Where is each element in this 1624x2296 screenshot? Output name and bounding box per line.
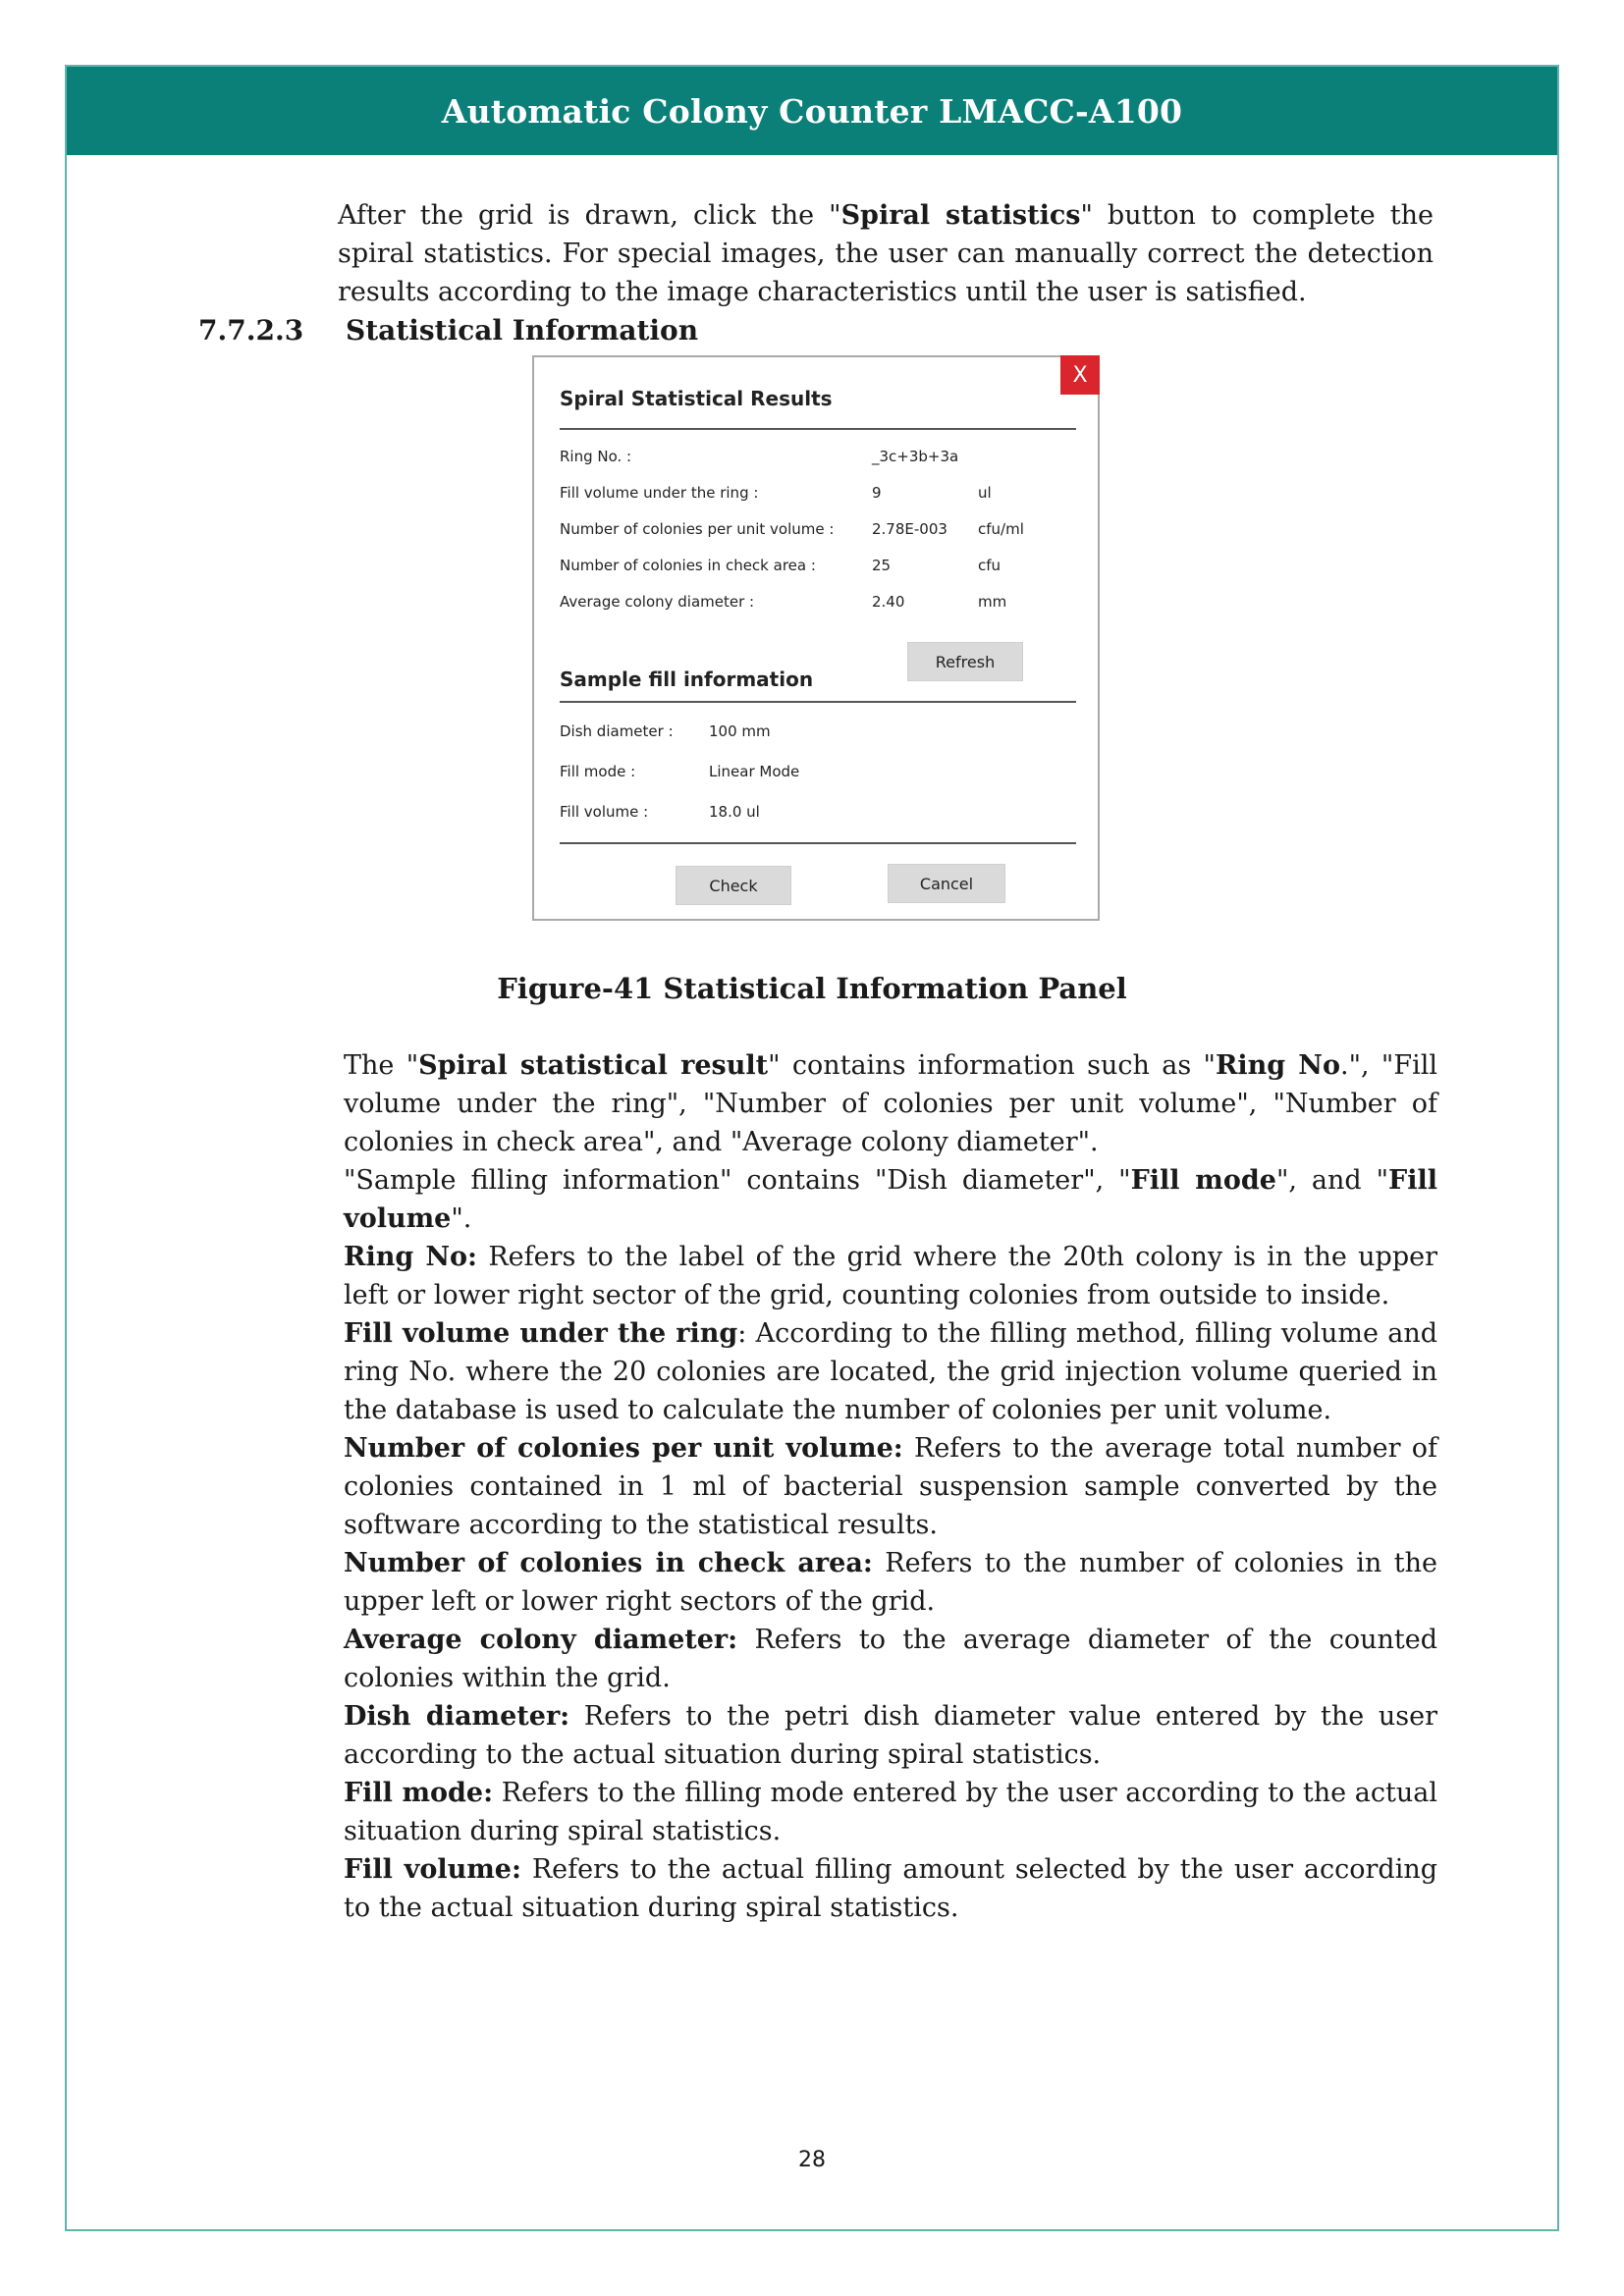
definition-term: Ring No: <box>344 1242 477 1272</box>
figure-caption: Figure-41 Statistical Information Panel <box>497 972 1127 1005</box>
section-title: Statistical Information <box>346 314 699 347</box>
definition-term: Fill volume under the ring <box>344 1318 738 1349</box>
result-label: Number of colonies in check area : <box>560 557 816 574</box>
body-paragraph-results <box>344 1046 1437 1161</box>
cancel-button[interactable]: Cancel <box>888 864 1005 903</box>
header-title: Automatic Colony Counter LMACC-A100 <box>441 91 1183 131</box>
fill-row-dish-diameter <box>560 722 1090 742</box>
fill-row-fill-mode <box>560 763 1090 782</box>
definition-colonies-per-volume <box>344 1429 1437 1544</box>
result-value: 2.40 <box>872 593 905 611</box>
definition-term: Fill volume: <box>344 1854 521 1885</box>
results-divider <box>560 428 1076 430</box>
result-label: Fill volume under the ring : <box>560 484 759 502</box>
body-text <box>344 1046 1437 1927</box>
result-row-ring-no <box>560 448 1090 467</box>
result-value: 9 <box>872 484 882 502</box>
bold-text: Ring No <box>1215 1050 1340 1081</box>
header-bar <box>67 67 1557 155</box>
definition-fill-volume-under-ring <box>344 1314 1437 1429</box>
bold-text: Spiral statistical result <box>418 1050 769 1081</box>
result-unit: ul <box>978 484 992 502</box>
fill-value: 18.0 ul <box>709 803 760 821</box>
result-label: Average colony diameter : <box>560 593 755 611</box>
fill-label: Fill volume : <box>560 803 649 821</box>
definition-text: Refers to the petri dish diameter value entered by the user according to the actual situation during spiral statistics. <box>344 1701 1437 1770</box>
text: The " <box>344 1050 419 1081</box>
text: ", and " <box>1275 1165 1389 1196</box>
result-row-fill-volume <box>560 484 1090 504</box>
result-value: 2.78E-003 <box>872 520 947 538</box>
text: "Sample filling information" contains "Dish diameter", " <box>344 1165 1131 1196</box>
definition-term: Fill mode: <box>344 1778 494 1808</box>
close-button[interactable] <box>1060 355 1100 395</box>
fill-value: 100 mm <box>709 722 771 740</box>
definition-text: : According to the filling method, filling volume and ring No. where the 20 colonies are located, the grid injection volume queried in the database is used to calculate the number of colonies per unit volume. <box>344 1318 1437 1425</box>
definition-text: Refers to the average diameter of the counted colonies within the grid. <box>344 1625 1437 1693</box>
definition-text: Refers to the actual filling amount selected by the user according to the actual situation during spiral statistics. <box>344 1854 1437 1923</box>
intro-text-2: " button to complete the spiral statistics. For special images, the user can manually correct the detection results according to the image characteristics until the user is satisfied. <box>338 200 1435 307</box>
fill-label: Fill mode : <box>560 763 636 780</box>
result-label: Ring No. : <box>560 448 632 465</box>
section-heading <box>198 314 698 347</box>
result-value: 25 <box>872 557 892 574</box>
definition-ring-no <box>344 1238 1437 1314</box>
definition-fill-mode <box>344 1774 1437 1850</box>
definition-term: Number of colonies in check area: <box>344 1548 873 1578</box>
intro-bold-spiral-statistics: Spiral statistics <box>840 200 1081 231</box>
fill-info-divider <box>560 701 1076 703</box>
result-label: Number of colonies per unit volume : <box>560 520 835 538</box>
result-row-average-diameter <box>560 593 1090 613</box>
bottom-divider <box>560 842 1076 844</box>
page-number: 28 <box>798 2148 826 2172</box>
section-number: 7.7.2.3 <box>198 314 304 347</box>
result-unit: cfu <box>978 557 1001 574</box>
text: ". <box>451 1203 472 1234</box>
definition-term: Average colony diameter: <box>344 1625 738 1655</box>
definition-text: Refers to the label of the grid where the 20th colony is in the upper left or lower right sector of the grid, counting colonies from outside to inside. <box>344 1242 1437 1310</box>
definition-term: Dish diameter: <box>344 1701 570 1732</box>
definition-dish-diameter <box>344 1697 1437 1774</box>
fill-info-title: Sample fill information <box>560 667 814 691</box>
definition-fill-volume <box>344 1850 1437 1927</box>
text: .", "Fill volume under the ring", "Number of colonies per unit volume", "Number of colonies in check area", and "Average colony diameter". <box>344 1050 1437 1157</box>
results-title: Spiral Statistical Results <box>560 387 833 410</box>
intro-paragraph <box>338 196 1434 311</box>
definition-text: Refers to the average total number of colonies contained in 1 ml of bacterial suspension sample converted by the software according to the statistical results. <box>344 1433 1437 1540</box>
text: " contains information such as " <box>768 1050 1216 1081</box>
result-value: _3c+3b+3a <box>872 448 959 465</box>
check-button[interactable]: Check <box>676 866 791 905</box>
definition-text: Refers to the number of colonies in the upper left or lower right sectors of the grid. <box>344 1548 1437 1617</box>
intro-text-1: After the grid is drawn, click the " <box>338 200 841 231</box>
result-unit: mm <box>978 593 1007 611</box>
result-unit: cfu/ml <box>978 520 1024 538</box>
definition-text: Refers to the filling mode entered by the user according to the actual situation during spiral statistics. <box>344 1778 1437 1846</box>
statistical-results-dialog <box>532 355 1100 921</box>
bold-text: Fill mode <box>1130 1165 1276 1196</box>
definition-colonies-check-area <box>344 1544 1437 1621</box>
refresh-button[interactable]: Refresh <box>907 642 1023 681</box>
close-icon: X <box>1072 362 1088 388</box>
definition-term: Number of colonies per unit volume: <box>344 1433 903 1464</box>
fill-label: Dish diameter : <box>560 722 674 740</box>
body-paragraph-fill-info <box>344 1161 1437 1238</box>
definition-average-diameter <box>344 1621 1437 1697</box>
bold-text: Fill volume <box>344 1165 1437 1234</box>
fill-row-fill-volume <box>560 803 1090 823</box>
result-row-colonies-per-volume <box>560 520 1090 540</box>
fill-value: Linear Mode <box>709 763 800 780</box>
result-row-colonies-check-area <box>560 557 1090 576</box>
